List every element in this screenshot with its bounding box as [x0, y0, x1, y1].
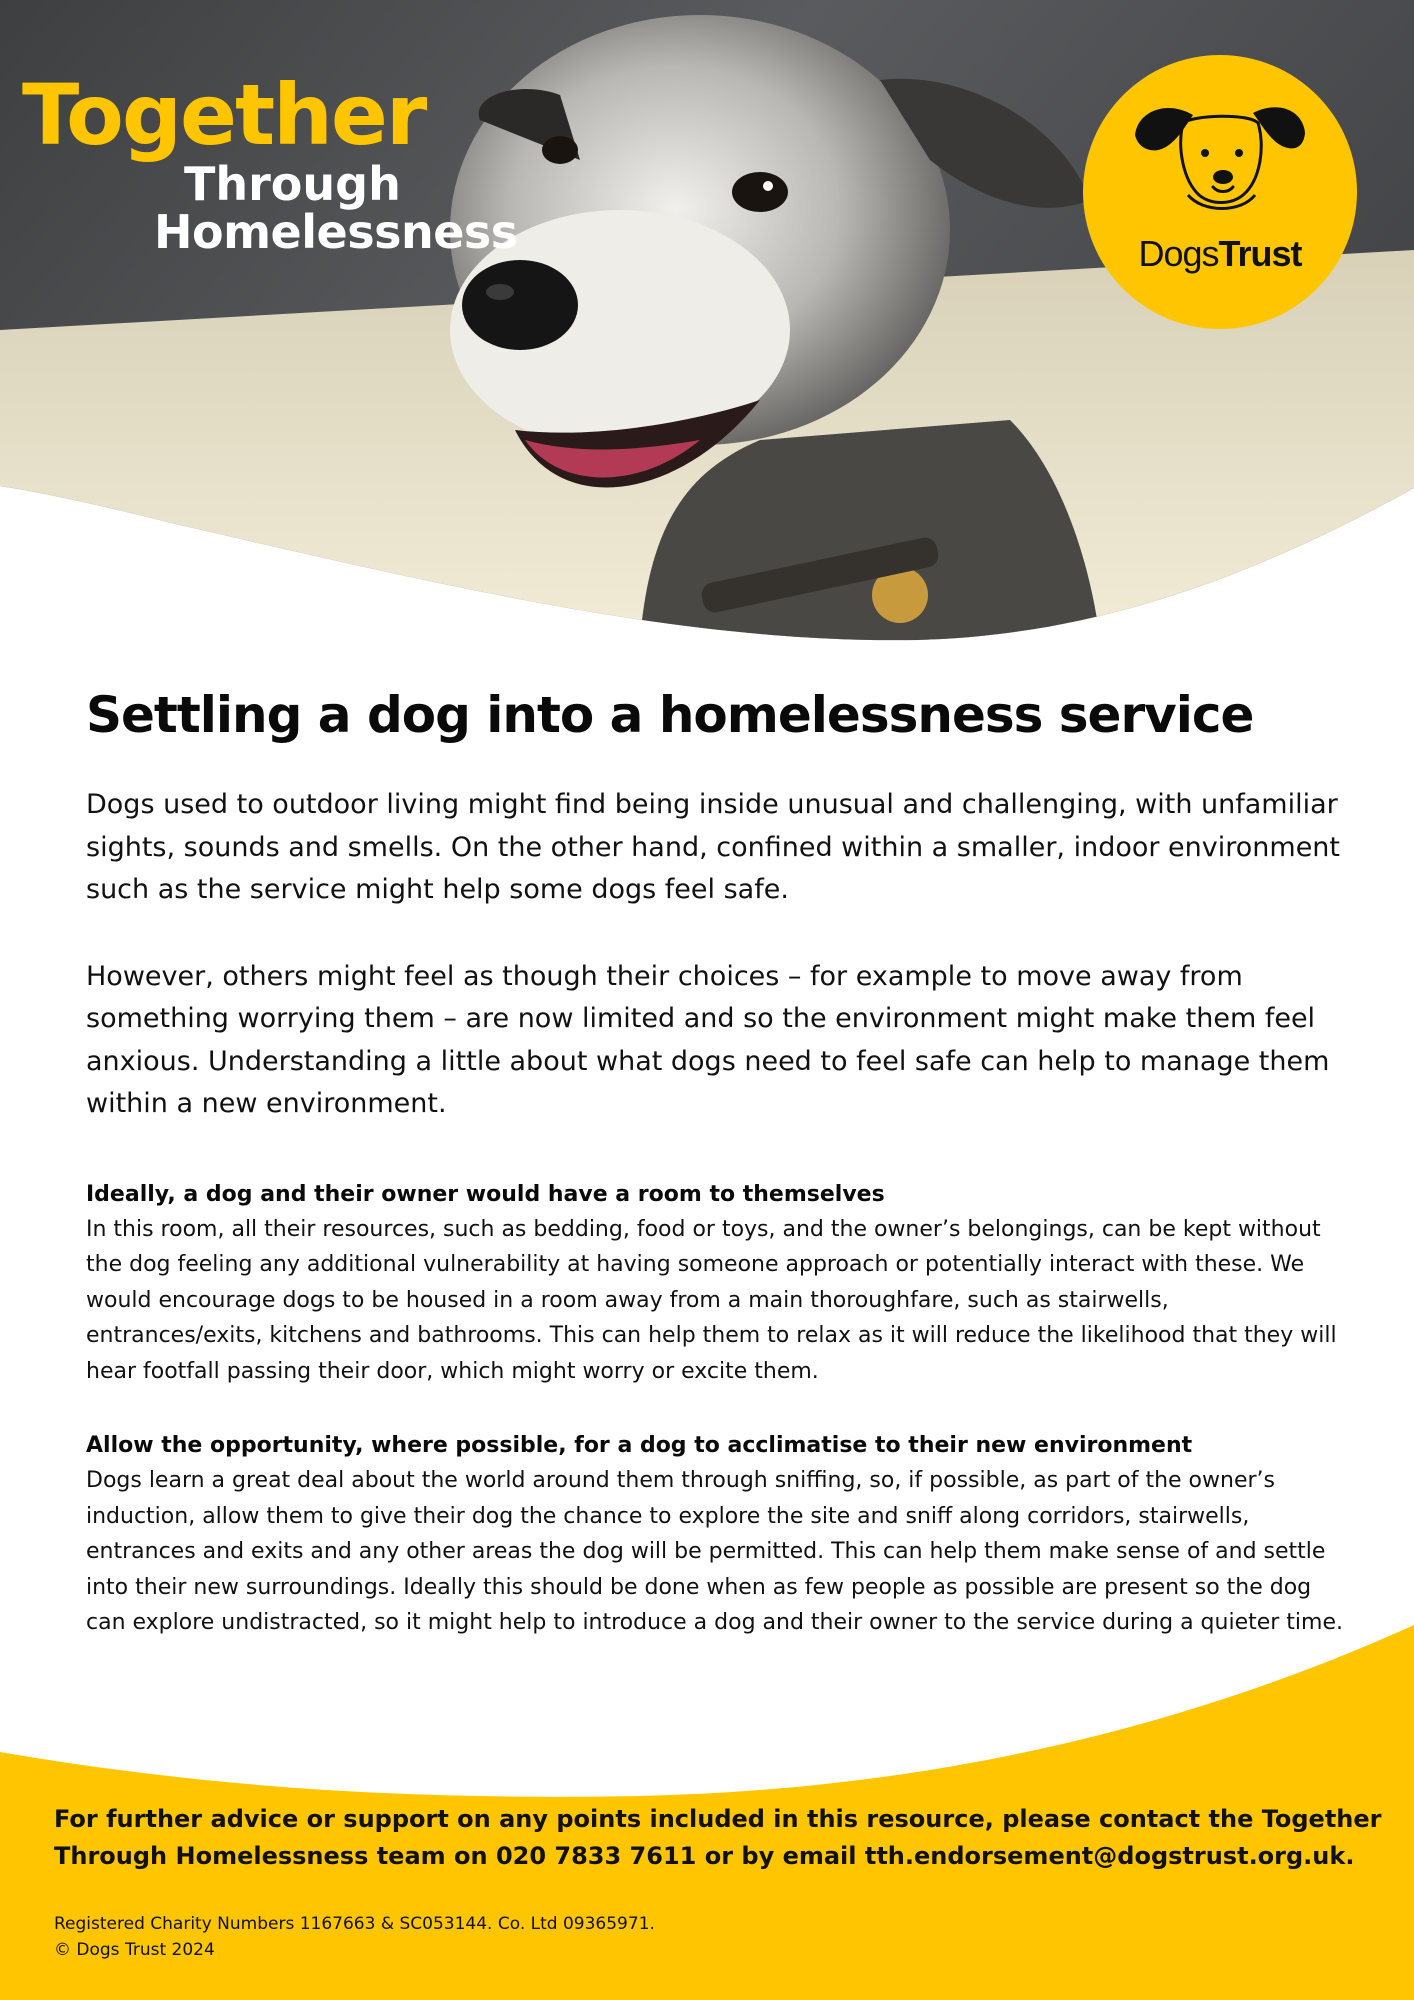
logo-wordmark	[1083, 233, 1357, 275]
brand-together: Together	[22, 66, 426, 164]
brand-homelessness: Homelessness	[154, 205, 518, 259]
logo-word-trust: Trust	[1218, 233, 1302, 274]
logo-word-dogs: Dogs	[1138, 233, 1219, 274]
page-title: Settling a dog into a homelessness service	[86, 686, 1254, 744]
contact-info: For further advice or support on any points included in this resource, please contact the Together Through Homelessness team on 020 7833 7611 or by email tth.endorsement@dogstrust.org.uk.	[54, 1805, 1382, 1870]
brand-through: Through	[184, 157, 401, 211]
section-body: In this room, all their resources, such as bedding, food or toys, and the owner’s belongings, can be kept without the dog feeling any additional vulnerability at having someone approach or potentially interact with these. We would encourage dogs to be housed in a room away from a main thoroughfare, such as stairwells, entrances/exits, kitchens and bathrooms. This can help them to relax as it will reduce the likelihood that they will hear footfall passing their door, which might worry or excite them.	[86, 1216, 1337, 1384]
copyright-text: © Dogs Trust 2024	[54, 1940, 215, 1960]
intro-paragraph: Dogs used to outdoor living might find being inside unusual and challenging, with unfamiliar sights, sounds and smells. On the other hand, confined within a smaller, indoor environment such as the service might help some dogs feel safe.	[86, 789, 1341, 905]
brand-wordmark	[22, 66, 518, 259]
dogs-trust-logo	[1083, 55, 1357, 329]
legal-info	[54, 1911, 954, 1963]
hero-banner	[0, 0, 1414, 660]
section-room	[86, 1178, 1346, 1390]
main-content	[86, 680, 1346, 1681]
section-heading: Ideally, a dog and their owner would have a room to themselves	[86, 1181, 885, 1207]
dog-face-icon	[1083, 55, 1357, 235]
registration-text: Registered Charity Numbers 1167663 & SC053144. Co. Ltd 09365971.	[54, 1914, 655, 1934]
section-heading: Allow the opportunity, where possible, for a dog to acclimatise to their new environment	[86, 1433, 1193, 1458]
section-acclimatise	[86, 1429, 1346, 1641]
intro-paragraph: However, others might feel as though their choices – for example to move away from something worrying them – are now limited and so the environment might make them feel anxious. Understanding a little about what dogs need to feel safe can help to manage them within a new environment.	[86, 960, 1330, 1119]
section-body: Dogs learn a great deal about the world around them through sniffing, so, if possible, as part of the owner’s induction, allow them to give their dog the chance to explore the site and sniff along corridors, stairwells, entrances and exits and any other areas the dog will be permitted. This can help them make sense of and settle into their new surroundings. Ideally this should be done when as few people as possible are present so the dog can explore undistracted, so it might help to introduce a dog and their owner to the service during a quieter time.	[86, 1468, 1344, 1635]
